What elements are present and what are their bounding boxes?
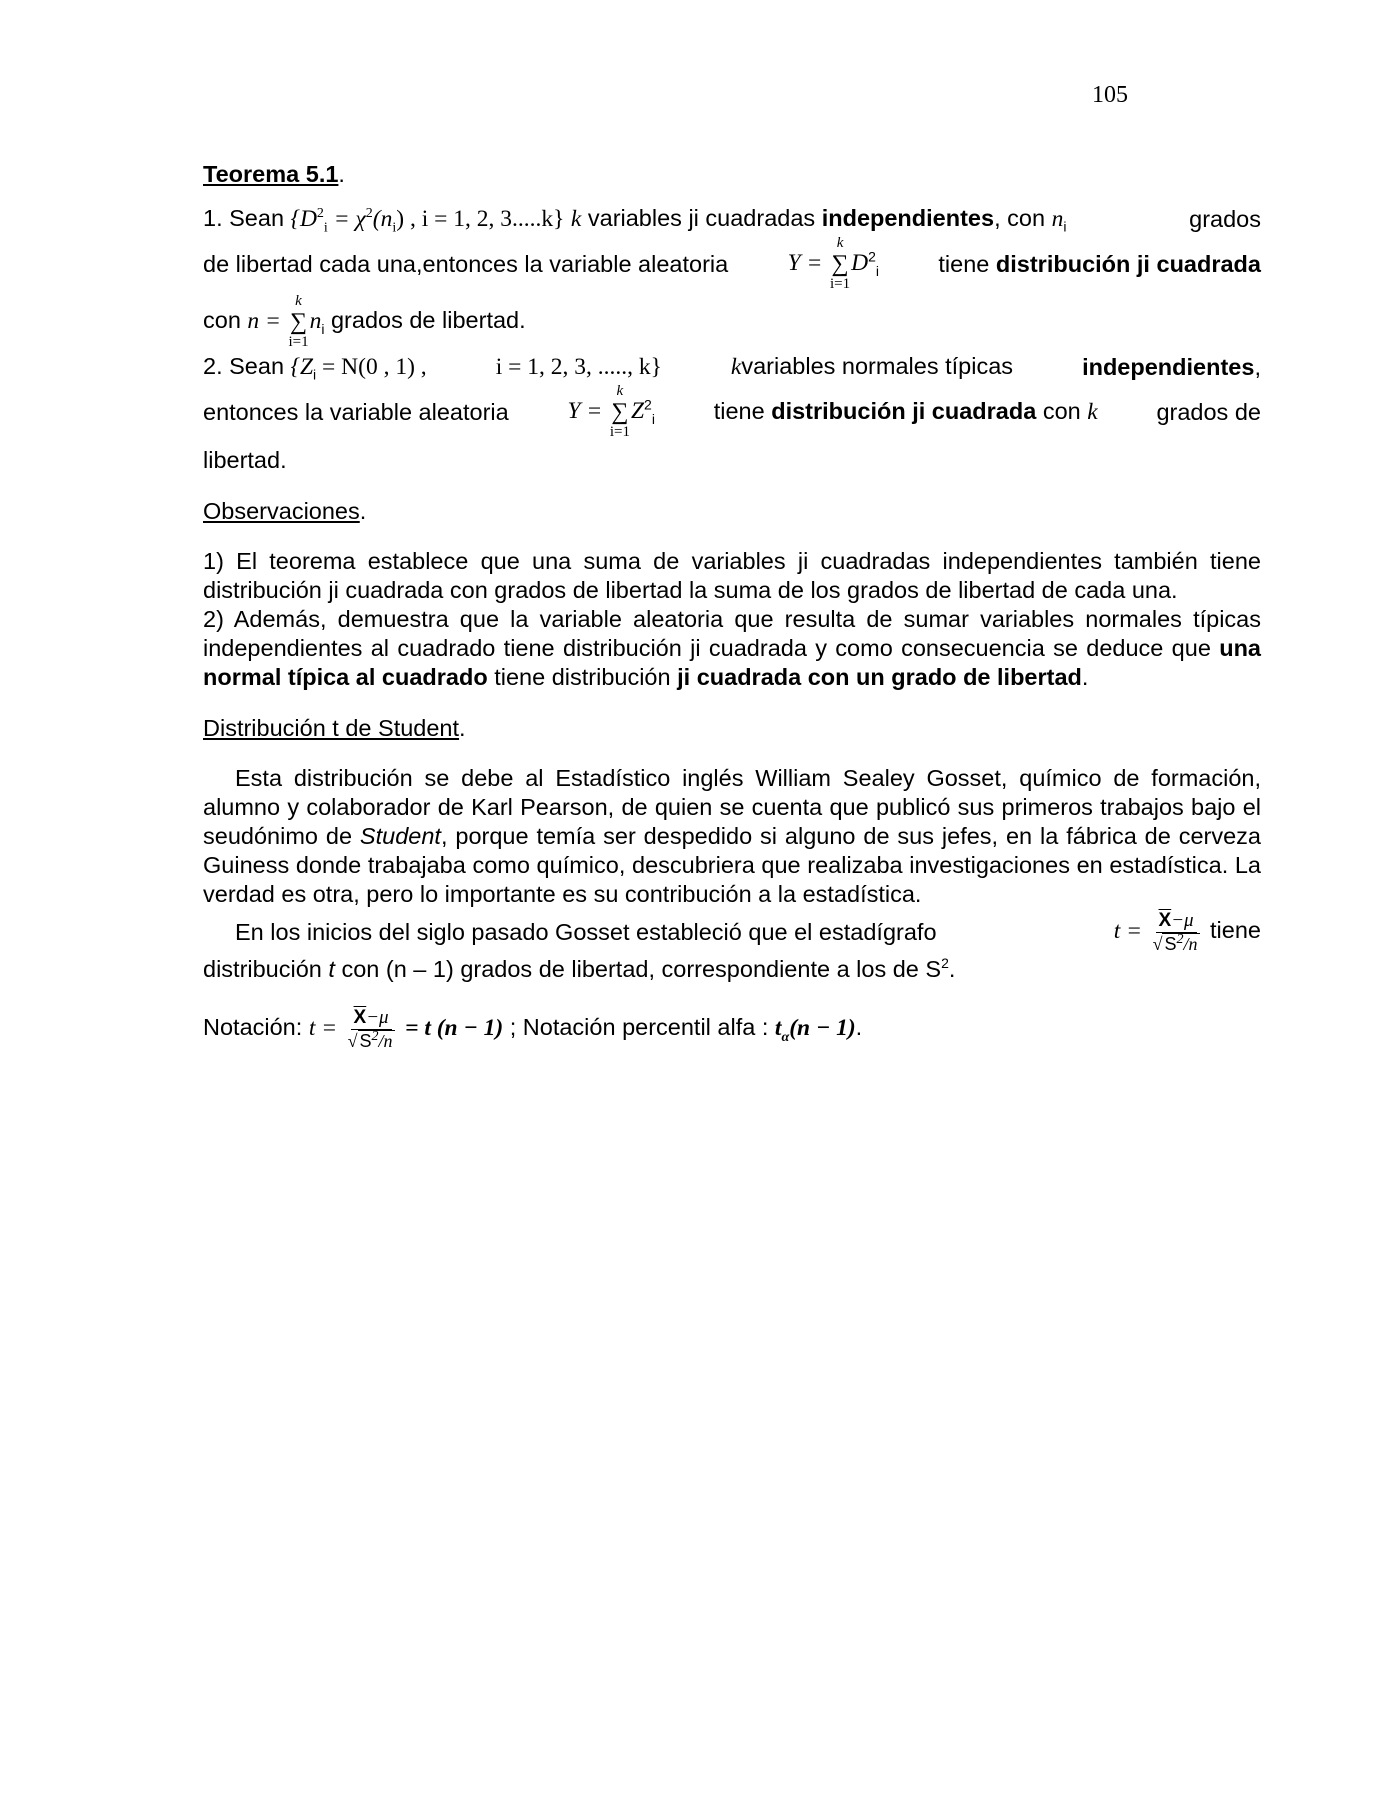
item1-set-open: {$D^2_i = \chi^2(n_i)$ (290, 206, 405, 236)
item1-text-c: , con (994, 205, 1052, 231)
item1-ni: n (1051, 206, 1064, 232)
item2-k: k (730, 354, 742, 380)
item1-bold-independientes: independientes (821, 205, 995, 231)
item1-bold-distribution: distribución ji cuadrada (995, 250, 1261, 277)
notation-t-dist: = t (n − 1) (405, 1015, 504, 1042)
student-paragraph-2-line2: distribución t con (n – 1) grados de libertad, correspondiente a los de $S^2$. (203, 955, 956, 982)
item1-text-b: variables ji cuadradas (581, 205, 822, 231)
p2-text-a: En los inicios del siglo pasado Gosset estableció que el estadígrafo (235, 918, 937, 945)
student-paragraph-2-line1 (203, 911, 1261, 953)
item1-text-l2a: de libertad cada una,entonces la variable aleatoria (203, 250, 729, 277)
item2-text-l2a: entonces la variable aleatoria (203, 398, 509, 425)
item2-line2: entonces la variable aleatoria Y = k ∑ i=1 $Z^2_i$ tiene distribución ji cuadrada con k grados de (203, 383, 1261, 440)
notation-t-alpha: t (774, 1015, 782, 1042)
theorem-title: Teorema 5.1 (203, 161, 339, 187)
item2-text-l2d: grados de (1156, 398, 1261, 425)
item2-normal: = N(0 , 1) , (316, 354, 427, 380)
item2-text-b: variables normales típicas (741, 353, 1014, 379)
item2-text-a: 2. Sean (203, 353, 291, 379)
item1-sum-term: D (851, 250, 869, 277)
item1-text-l3a: con (203, 307, 248, 334)
observations-heading: Observaciones. (203, 498, 367, 524)
item2-index-range: i = 1, 2, 3, ....., k} (495, 353, 662, 380)
item1-text-a: 1. Sean (203, 205, 291, 231)
student-title: Distribución t de Student (203, 715, 460, 741)
item1-text-d: grados (1189, 205, 1261, 232)
item2-set-open: {Z (290, 354, 314, 380)
notation-t-eq: t = (308, 1015, 338, 1042)
item2-line3: libertad. (203, 447, 287, 473)
item1-text-l3b: grados de libertad. (324, 307, 526, 334)
p2-text-b: tiene (1210, 917, 1261, 944)
item2-bold-distribution: distribución ji cuadrada (771, 398, 1037, 424)
item1-y-eq: Y = (787, 250, 823, 277)
observation-2: 2) Además, demuestra que la variable aleatoria que resulta de sumar variables normales típicas independientes al cuadrado tiene distribución ji cuadrada y como consecuencia se deduce que una normal típica al cuadrado tiene distribución ji cuadrada con un grado de libertad. (203, 606, 1261, 690)
item1-text-l2b: tiene (938, 250, 996, 277)
item2-sum-term: Z (630, 398, 645, 425)
item1-sum-operator-2: k ∑ i=1 (288, 293, 309, 350)
observations-title: Observaciones (203, 498, 360, 524)
student-heading: Distribución t de Student. (203, 715, 466, 741)
item1-line3: con n = k ∑ i=1 $n_i$ grados de libertad. (203, 293, 526, 350)
t-statistic-eq: t = (1113, 918, 1143, 945)
student-paragraph-1: Esta distribución se debe al Estadístico inglés William Sealey Gosset, químico de formación, alumno y colaborador de Karl Pearson, de quien se cuenta que publicó sus primeros trabajos bajo el seudónimo de Student, porque temía ser despedido si alguno de sus jefes, en la fábrica de cerveza Guiness donde trabajaba como químico, descubriera que realizaba investigaciones en estadística. La verdad es otra, pero lo importante es su contribución a la estadística. (203, 765, 1261, 907)
item1-line2: de libertad cada una,entonces la variable aleatoria Y = k ∑ i=1 $D^2_i$ tiene distribución ji cuadrada (203, 235, 1261, 292)
item2-y-eq: Y = (567, 398, 603, 425)
item2-text-l2b: tiene (713, 398, 772, 424)
observation-1: 1) El teorema establece que una suma de variables ji cuadradas independientes también tiene distribución ji cuadrada con grados de libertad la suma de los grados de libertad de cada una. (203, 548, 1261, 603)
t-statistic-fraction: $\frac{\overline{X}-\mu}{√ S^2/n}$ (1152, 910, 1198, 954)
item2-bold-independientes: independientes (1082, 353, 1255, 380)
theorem-heading: Teorema 5.1. (203, 161, 345, 187)
item1-line1: 1. Sean {$D^2_i = \chi^2(n_i)$ , i = 1, 2, 3.....k} k variables ji cuadradas independientes, con $n_i$ grados (203, 205, 1261, 236)
notation-label: Notación: (203, 1014, 303, 1041)
item1-index-range: , i = 1, 2, 3.....k} (404, 206, 565, 232)
item1-sum-ni: n (309, 308, 322, 335)
notation-line: Notación: t = $\frac{\overline{X}-\mu}{√ S^2/n}$ = t (n − 1) ; Notación percentil alfa : $t_\alpha(n - 1)$. (203, 1007, 863, 1051)
page-number: 105 (1092, 82, 1128, 108)
item1-n-eq: n = (247, 308, 281, 335)
item2-sum-operator: k ∑ i=1 (609, 383, 630, 440)
item2-line1: 2. Sean {$Z_i = N(0$ , 1) , i = 1, 2, 3, ....., k} kvariables normales típicas independientes, (203, 353, 1261, 383)
item1-k: k (570, 206, 582, 232)
notation-percentile-label: ; Notación percentil alfa : (503, 1014, 775, 1041)
notation-fraction: $\frac{\overline{X}-\mu}{√ S^2/n}$ (347, 1007, 393, 1051)
item1-sum-operator: k ∑ i=1 (829, 235, 851, 292)
page-content (203, 160, 1261, 1050)
